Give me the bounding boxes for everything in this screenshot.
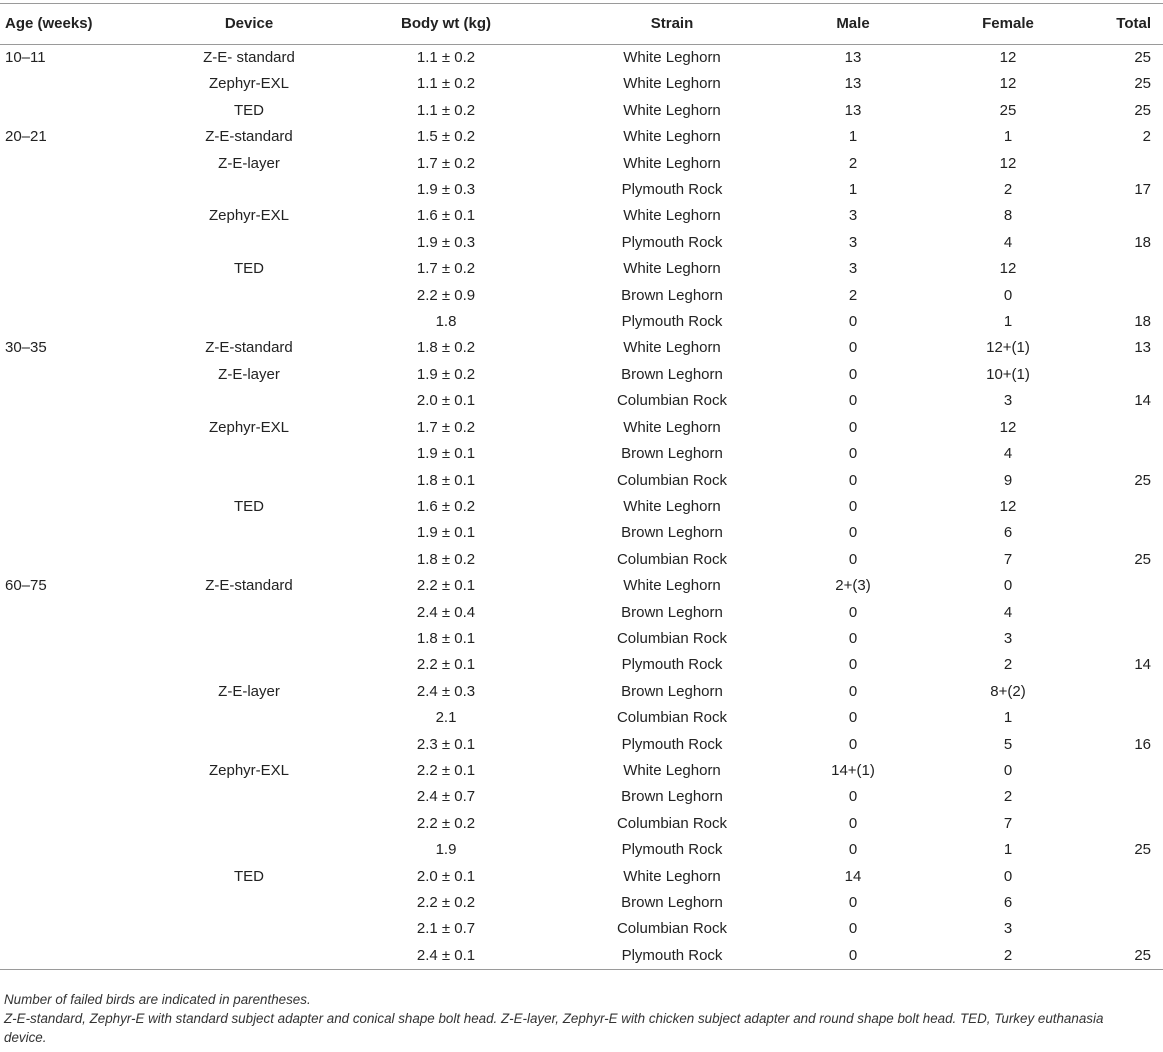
cell-device (167, 811, 331, 837)
cell-total (1093, 151, 1163, 177)
cell-female: 1 (1003, 841, 1013, 859)
header-body-wt: Body wt (kg) (331, 4, 561, 45)
cell-total (1093, 916, 1163, 942)
cell-total: 17 (1134, 181, 1151, 199)
cell-body-wt: 2.2 ± 0.1 (416, 656, 476, 674)
cell-strain: Brown Leghorn (621, 894, 723, 911)
cell-strain: White Leghorn (623, 154, 721, 172)
cell-device (167, 626, 331, 652)
table-row (0, 652, 1163, 678)
cell-strain: Columbian Rock (616, 709, 728, 727)
cell-total: 14 (1134, 392, 1151, 410)
cell-device (167, 600, 331, 626)
cell-body-wt: 1.7 ± 0.2 (416, 260, 476, 278)
cell-male: 13 (844, 75, 862, 93)
cell-strain: Brown Leghorn (621, 788, 723, 806)
cell-age (0, 626, 167, 652)
table-row (0, 309, 1163, 335)
cell-body-wt: 2.4 ± 0.1 (331, 943, 561, 970)
cell-strain: White Leghorn (623, 867, 721, 885)
cell-device: Z-E-standard (205, 339, 293, 357)
cell-female: 8 (1003, 207, 1013, 225)
header-total: Total (1093, 4, 1163, 45)
cell-age (0, 441, 167, 467)
data-table-container (0, 3, 1151, 970)
cell-device (167, 890, 331, 916)
cell-device (167, 309, 331, 335)
cell-female: 7 (1003, 814, 1013, 832)
cell-strain: Plymouth Rock (561, 943, 783, 970)
table-row (0, 45, 1163, 72)
table-footnotes (4, 990, 1142, 1047)
cell-female: 2 (1003, 656, 1013, 674)
cell-device: TED (234, 497, 264, 515)
cell-body-wt: 2.2 ± 0.1 (416, 761, 476, 779)
cell-body-wt: 1.1 ± 0.2 (416, 75, 476, 93)
cell-male: 0 (848, 418, 858, 436)
table-row (0, 415, 1163, 441)
cell-age: 20–21 (5, 128, 47, 146)
cell-strain: Plymouth Rock (621, 181, 723, 199)
cell-device (167, 652, 331, 678)
cell-body-wt: 2.2 ± 0.1 (416, 577, 476, 595)
table-row (0, 943, 1163, 970)
cell-female: 12+(1) (986, 339, 1030, 357)
cell-total: 13 (1134, 339, 1151, 357)
cell-age (0, 388, 167, 414)
cell-male: 0 (848, 365, 858, 383)
cell-total: 25 (1134, 471, 1151, 489)
cell-body-wt: 1.9 ± 0.1 (416, 445, 476, 463)
cell-age (0, 547, 167, 573)
cell-male: 0 (848, 920, 858, 938)
header-age: Age (weeks) (0, 4, 167, 45)
cell-strain: Brown Leghorn (621, 365, 723, 383)
cell-total (1093, 441, 1163, 467)
cell-age (0, 71, 167, 97)
cell-male: 2+(3) (835, 577, 871, 595)
cell-female: 12 (999, 154, 1017, 172)
cell-device: Z-E-standard (205, 577, 293, 595)
cell-male: 2 (848, 154, 858, 172)
cell-female: 3 (1003, 392, 1013, 410)
cell-total: 16 (1134, 735, 1151, 753)
table-row (0, 520, 1163, 546)
cell-device: Z-E-layer (218, 154, 280, 172)
cell-body-wt: 2.1 ± 0.7 (416, 920, 476, 938)
cell-device (167, 705, 331, 731)
cell-body-wt: 1.8 ± 0.2 (416, 550, 476, 568)
table-row (0, 494, 1163, 520)
cell-male: 0 (848, 735, 858, 753)
cell-age: 10–11 (5, 49, 46, 66)
cell-age (0, 203, 167, 229)
table-row (0, 890, 1163, 916)
cell-strain: White Leghorn (623, 761, 721, 779)
cell-age (0, 98, 167, 124)
cell-strain: White Leghorn (623, 128, 721, 146)
cell-strain: Brown Leghorn (621, 682, 723, 700)
cell-female: 12 (999, 49, 1017, 66)
cell-male: 0 (848, 788, 858, 806)
cell-female: 1 (1003, 313, 1013, 331)
cell-age: 60–75 (5, 577, 47, 595)
cell-body-wt: 1.9 ± 0.3 (416, 233, 476, 251)
cell-total (1093, 494, 1163, 520)
cell-male: 14+(1) (831, 761, 875, 779)
cell-age (0, 705, 167, 731)
cell-body-wt: 2.3 ± 0.1 (416, 735, 476, 753)
cell-age (0, 256, 167, 282)
cell-male: 0 (848, 313, 858, 331)
cell-device: Z-E-standard (205, 128, 293, 146)
cell-body-wt: 1.8 (435, 313, 457, 331)
data-table (0, 3, 1163, 970)
cell-male: 0 (848, 682, 858, 700)
cell-body-wt: 2.0 ± 0.1 (416, 867, 476, 885)
cell-total: 2 (1142, 128, 1151, 146)
cell-strain: Plymouth Rock (621, 233, 723, 251)
cell-total (1093, 758, 1163, 784)
table-header (0, 4, 1163, 45)
cell-female: 4 (1003, 233, 1013, 251)
table-row (0, 573, 1163, 599)
cell-body-wt: 2.4 ± 0.7 (416, 788, 476, 806)
cell-age (0, 837, 167, 863)
cell-device (167, 230, 331, 256)
table-row (0, 837, 1163, 863)
cell-male: 3 (848, 233, 858, 251)
cell-age (0, 283, 167, 309)
cell-male: 0 (848, 603, 858, 621)
cell-female: 6 (1003, 524, 1013, 542)
cell-age (0, 151, 167, 177)
cell-device (167, 520, 331, 546)
cell-age (0, 864, 167, 890)
cell-male: 13 (844, 101, 862, 119)
cell-body-wt: 2.2 ± 0.9 (416, 286, 476, 304)
table-row (0, 151, 1163, 177)
cell-device: Zephyr-EXL (208, 207, 290, 225)
footnote-abbreviations: Z-E-standard, Zephyr-E with standard subject adapter and conical shape bolt head. Z-E-layer, Zephyr-E with chicken subject adapter and round shape bolt head. TED, Turkey euthanasia device. (4, 1011, 1104, 1045)
cell-strain: White Leghorn (623, 207, 721, 225)
cell-strain: White Leghorn (623, 75, 721, 93)
cell-total (1093, 784, 1163, 810)
cell-strain: White Leghorn (623, 49, 721, 66)
cell-body-wt: 2.4 ± 0.4 (416, 603, 476, 621)
cell-age (0, 890, 167, 916)
header-female: Female (923, 4, 1093, 45)
cell-female: 1 (1003, 128, 1013, 146)
cell-device (167, 837, 331, 863)
footnote-failed-birds: Number of failed birds are indicated in parentheses. (4, 992, 311, 1007)
cell-total (1093, 362, 1163, 388)
cell-body-wt: 2.0 ± 0.1 (416, 392, 476, 410)
cell-male: 0 (848, 841, 858, 859)
cell-strain: Brown Leghorn (621, 445, 723, 463)
header-male: Male (783, 4, 923, 45)
cell-device: Z-E-layer (218, 682, 280, 700)
cell-device: Zephyr-EXL (208, 75, 290, 93)
cell-total (1093, 864, 1163, 890)
header-row (0, 4, 1163, 45)
cell-female: 0 (1003, 867, 1013, 885)
cell-body-wt: 1.7 ± 0.2 (416, 154, 476, 172)
cell-female: 3 (1003, 629, 1013, 647)
cell-strain: Plymouth Rock (621, 735, 723, 753)
table-row (0, 758, 1163, 784)
cell-total (1093, 679, 1163, 705)
cell-device (167, 732, 331, 758)
cell-device (167, 943, 331, 970)
cell-body-wt: 1.6 ± 0.1 (416, 207, 476, 225)
cell-female: 4 (1003, 603, 1013, 621)
cell-male: 0 (848, 392, 858, 410)
cell-body-wt: 1.1 ± 0.2 (416, 49, 476, 66)
cell-device (167, 177, 331, 203)
cell-total (1093, 573, 1163, 599)
cell-age (0, 520, 167, 546)
cell-female: 9 (1003, 471, 1013, 489)
cell-strain: Columbian Rock (616, 629, 728, 647)
cell-male: 13 (844, 49, 862, 66)
cell-device: Zephyr-EXL (208, 418, 290, 436)
cell-age (0, 652, 167, 678)
cell-total: 25 (1093, 943, 1163, 970)
cell-male: 0 (848, 497, 858, 515)
cell-strain: Plymouth Rock (621, 656, 723, 674)
table-row (0, 705, 1163, 731)
cell-strain: White Leghorn (623, 418, 721, 436)
table-row (0, 784, 1163, 810)
table-row (0, 916, 1163, 942)
cell-device: TED (234, 260, 264, 278)
cell-device: TED (234, 101, 264, 119)
cell-strain: White Leghorn (623, 497, 721, 515)
cell-male: 1 (848, 128, 858, 146)
cell-male: 0 (848, 656, 858, 674)
cell-strain: Brown Leghorn (621, 524, 723, 542)
cell-body-wt: 1.9 ± 0.2 (416, 365, 476, 383)
cell-age (0, 415, 167, 441)
cell-body-wt: 1.9 ± 0.1 (416, 524, 476, 542)
table-row (0, 626, 1163, 652)
cell-female: 6 (1003, 894, 1013, 911)
cell-total: 18 (1134, 313, 1151, 331)
cell-body-wt: 1.8 ± 0.1 (416, 471, 476, 489)
cell-device: Zephyr-EXL (208, 761, 290, 779)
table-row (0, 388, 1163, 414)
table-row (0, 362, 1163, 388)
cell-age (0, 784, 167, 810)
cell-device (167, 283, 331, 309)
table-row (0, 600, 1163, 626)
cell-strain: Columbian Rock (616, 471, 728, 489)
table-row (0, 71, 1163, 97)
cell-male: 1 (848, 181, 858, 199)
table-row (0, 335, 1163, 361)
cell-male: 3 (848, 260, 858, 278)
cell-age (0, 811, 167, 837)
table-row (0, 732, 1163, 758)
cell-male: 0 (848, 445, 858, 463)
cell-device (167, 388, 331, 414)
cell-strain: Columbian Rock (616, 814, 728, 832)
cell-male: 3 (848, 207, 858, 225)
cell-age (0, 362, 167, 388)
cell-body-wt: 1.8 ± 0.2 (416, 339, 476, 357)
cell-strain: Plymouth Rock (621, 841, 723, 859)
cell-device: Z-E- standard (203, 49, 295, 66)
cell-male: 2 (848, 286, 858, 304)
cell-total (1093, 626, 1163, 652)
cell-female: 5 (1003, 735, 1013, 753)
cell-age: 30–35 (5, 339, 47, 357)
cell-total: 25 (1134, 49, 1151, 66)
cell-age (0, 177, 167, 203)
cell-total: 25 (1134, 550, 1151, 568)
cell-female: 0 (1003, 761, 1013, 779)
cell-body-wt: 1.9 (435, 841, 457, 859)
table-row (0, 468, 1163, 494)
cell-total (1093, 415, 1163, 441)
cell-body-wt: 2.2 ± 0.2 (416, 894, 476, 911)
cell-female: 0 (1003, 577, 1013, 595)
cell-body-wt: 1.5 ± 0.2 (416, 128, 476, 146)
cell-female: 2 (1003, 181, 1013, 199)
cell-total: 18 (1134, 233, 1151, 251)
table-row (0, 203, 1163, 229)
cell-strain: Plymouth Rock (621, 313, 723, 331)
cell-total (1093, 705, 1163, 731)
cell-male: 0 (848, 550, 858, 568)
table-row (0, 441, 1163, 467)
cell-female: 0 (1003, 286, 1013, 304)
cell-strain: Columbian Rock (616, 920, 728, 938)
table-row (0, 283, 1163, 309)
cell-male: 0 (848, 894, 858, 911)
cell-age (0, 679, 167, 705)
cell-total (1093, 811, 1163, 837)
cell-male: 0 (848, 814, 858, 832)
cell-female: 12 (999, 260, 1017, 278)
header-device: Device (167, 4, 331, 45)
table-row (0, 98, 1163, 124)
cell-age (0, 916, 167, 942)
cell-age (0, 468, 167, 494)
cell-device: TED (234, 867, 264, 885)
cell-strain: Brown Leghorn (621, 286, 723, 304)
cell-strain: White Leghorn (623, 577, 721, 595)
cell-total (1093, 890, 1163, 916)
cell-female: 2 (923, 943, 1093, 970)
table-row (0, 256, 1163, 282)
cell-device (167, 468, 331, 494)
cell-female: 7 (1003, 550, 1013, 568)
table-row (0, 811, 1163, 837)
cell-body-wt: 1.6 ± 0.2 (416, 497, 476, 515)
table-row (0, 124, 1163, 150)
cell-male: 0 (848, 709, 858, 727)
table-row (0, 230, 1163, 256)
cell-strain: Columbian Rock (616, 392, 728, 410)
cell-total: 14 (1134, 656, 1151, 674)
cell-total (1093, 600, 1163, 626)
cell-female: 12 (999, 75, 1017, 93)
cell-male: 0 (848, 339, 858, 357)
cell-strain: Columbian Rock (616, 550, 728, 568)
cell-body-wt: 1.8 ± 0.1 (416, 629, 476, 647)
cell-device: Z-E-layer (218, 365, 280, 383)
cell-age (0, 732, 167, 758)
table-row (0, 547, 1163, 573)
cell-female: 1 (1003, 709, 1013, 727)
cell-body-wt: 2.1 (435, 709, 457, 727)
cell-age (0, 309, 167, 335)
cell-strain: White Leghorn (623, 101, 721, 119)
cell-female: 12 (999, 497, 1017, 515)
cell-strain: Brown Leghorn (621, 603, 723, 621)
cell-total: 25 (1134, 101, 1151, 119)
cell-total (1093, 520, 1163, 546)
table-row (0, 177, 1163, 203)
cell-female: 25 (999, 101, 1017, 119)
cell-strain: White Leghorn (623, 260, 721, 278)
cell-female: 12 (999, 418, 1017, 436)
cell-male: 0 (783, 943, 923, 970)
cell-age (0, 758, 167, 784)
cell-body-wt: 2.4 ± 0.3 (416, 682, 476, 700)
cell-total (1093, 283, 1163, 309)
table-row (0, 679, 1163, 705)
cell-female: 3 (1003, 920, 1013, 938)
cell-body-wt: 1.7 ± 0.2 (416, 418, 476, 436)
cell-female: 10+(1) (986, 365, 1030, 383)
cell-device (167, 916, 331, 942)
cell-male: 0 (848, 471, 858, 489)
table-row (0, 864, 1163, 890)
cell-body-wt: 1.9 ± 0.3 (416, 181, 476, 199)
cell-female: 4 (1003, 445, 1013, 463)
cell-male: 14 (844, 867, 862, 885)
cell-age (0, 230, 167, 256)
cell-age (0, 494, 167, 520)
cell-female: 2 (1003, 788, 1013, 806)
cell-male: 0 (848, 629, 858, 647)
cell-total: 25 (1134, 75, 1151, 93)
cell-device (167, 547, 331, 573)
cell-male: 0 (848, 524, 858, 542)
cell-total (1093, 256, 1163, 282)
cell-age (0, 600, 167, 626)
cell-device (167, 441, 331, 467)
cell-device (167, 784, 331, 810)
table-body (0, 45, 1163, 970)
cell-total: 25 (1134, 841, 1151, 859)
cell-total (1093, 203, 1163, 229)
cell-strain: White Leghorn (623, 339, 721, 357)
cell-female: 8+(2) (990, 682, 1026, 700)
header-strain: Strain (561, 4, 783, 45)
cell-body-wt: 2.2 ± 0.2 (416, 814, 476, 832)
cell-age (0, 943, 167, 970)
cell-body-wt: 1.1 ± 0.2 (416, 101, 476, 119)
